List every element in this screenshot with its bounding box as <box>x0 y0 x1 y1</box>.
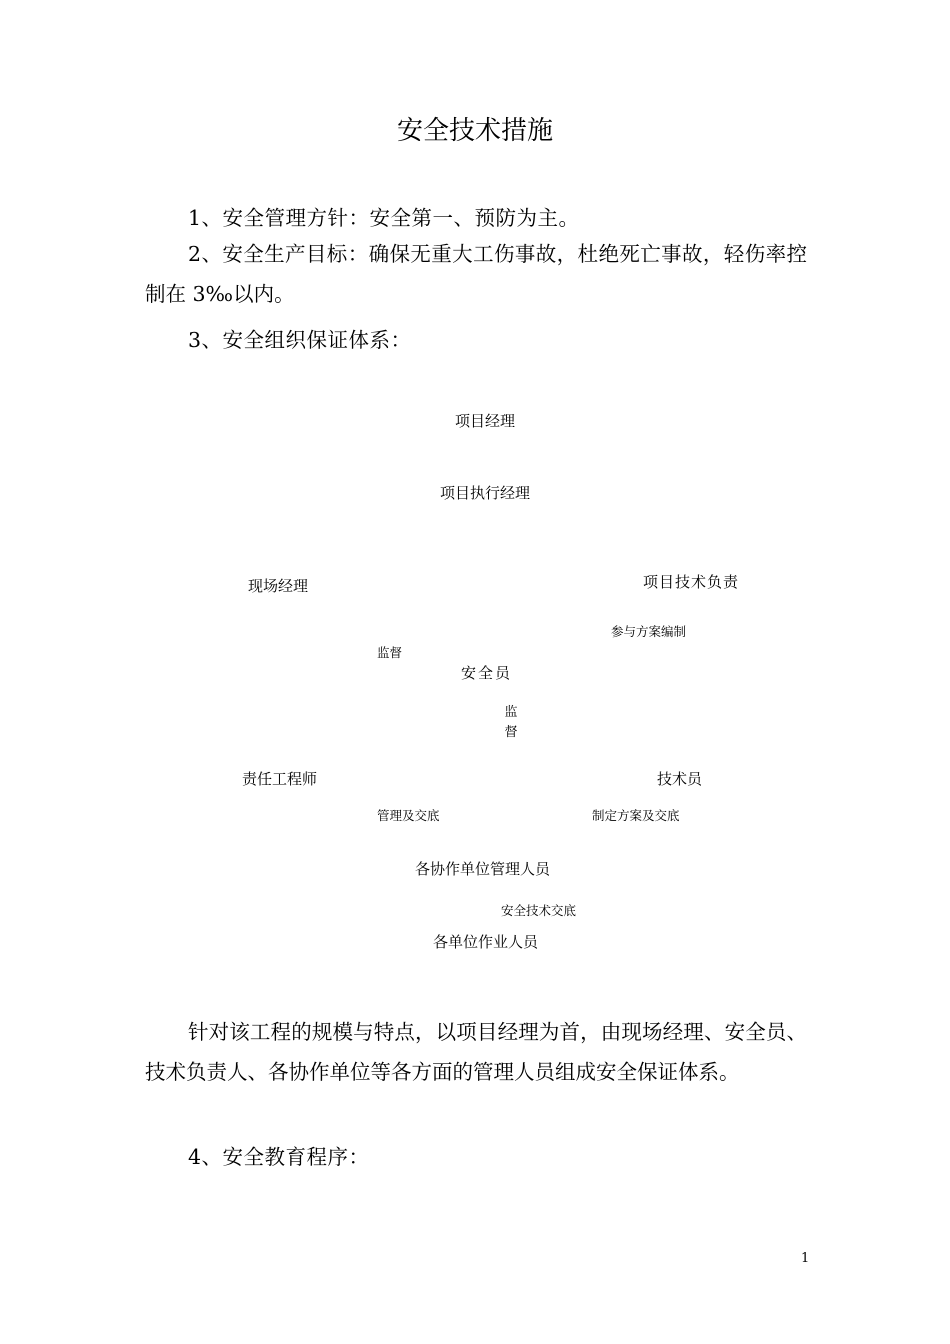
paragraph-system-description: 针对该工程的规模与特点，以项目经理为首，由现场经理、安全员、技术负责人、各协作单位等各方面的管理人员组成安全保证体系。 <box>145 1020 807 1084</box>
org-node-tech-lead: 项目技术负责 <box>643 573 740 591</box>
org-node-project-manager: 项目经理 <box>455 412 516 430</box>
document-title: 安全技术措施 <box>396 116 553 146</box>
org-node-technician: 技术员 <box>657 770 703 788</box>
org-label-manage-brief: 管理及交底 <box>377 808 440 823</box>
org-label-plan-brief: 制定方案及交底 <box>592 808 680 823</box>
org-node-coop-managers: 各协作单位管理人员 <box>415 860 551 878</box>
org-node-engineer: 责任工程师 <box>242 770 318 788</box>
paragraph-education-heading: 4、安全教育程序： <box>188 1145 370 1169</box>
org-node-workers: 各单位作业人员 <box>433 933 539 951</box>
org-node-safety-officer: 安全员 <box>461 664 513 682</box>
page-number: 1 <box>801 1251 810 1266</box>
org-label-safety-tech-brief: 安全技术交底 <box>501 903 577 918</box>
org-node-exec-manager: 项目执行经理 <box>440 484 531 502</box>
paragraph-safety-goal: 2、安全生产目标：确保无重大工伤事故，杜绝死亡事故，轻伤率控制在 3‰以内。 <box>145 242 807 306</box>
paragraph-org-system-heading: 3、安全组织保证体系： <box>188 328 412 352</box>
org-node-site-manager: 现场经理 <box>248 577 309 595</box>
org-label-supervise: 监督 <box>377 645 403 660</box>
org-label-supervise-vertical: 监督 <box>504 705 518 740</box>
paragraph-safety-policy: 1、安全管理方针：安全第一、预防为主。 <box>188 206 580 230</box>
org-label-participate-plan: 参与方案编制 <box>611 624 687 639</box>
